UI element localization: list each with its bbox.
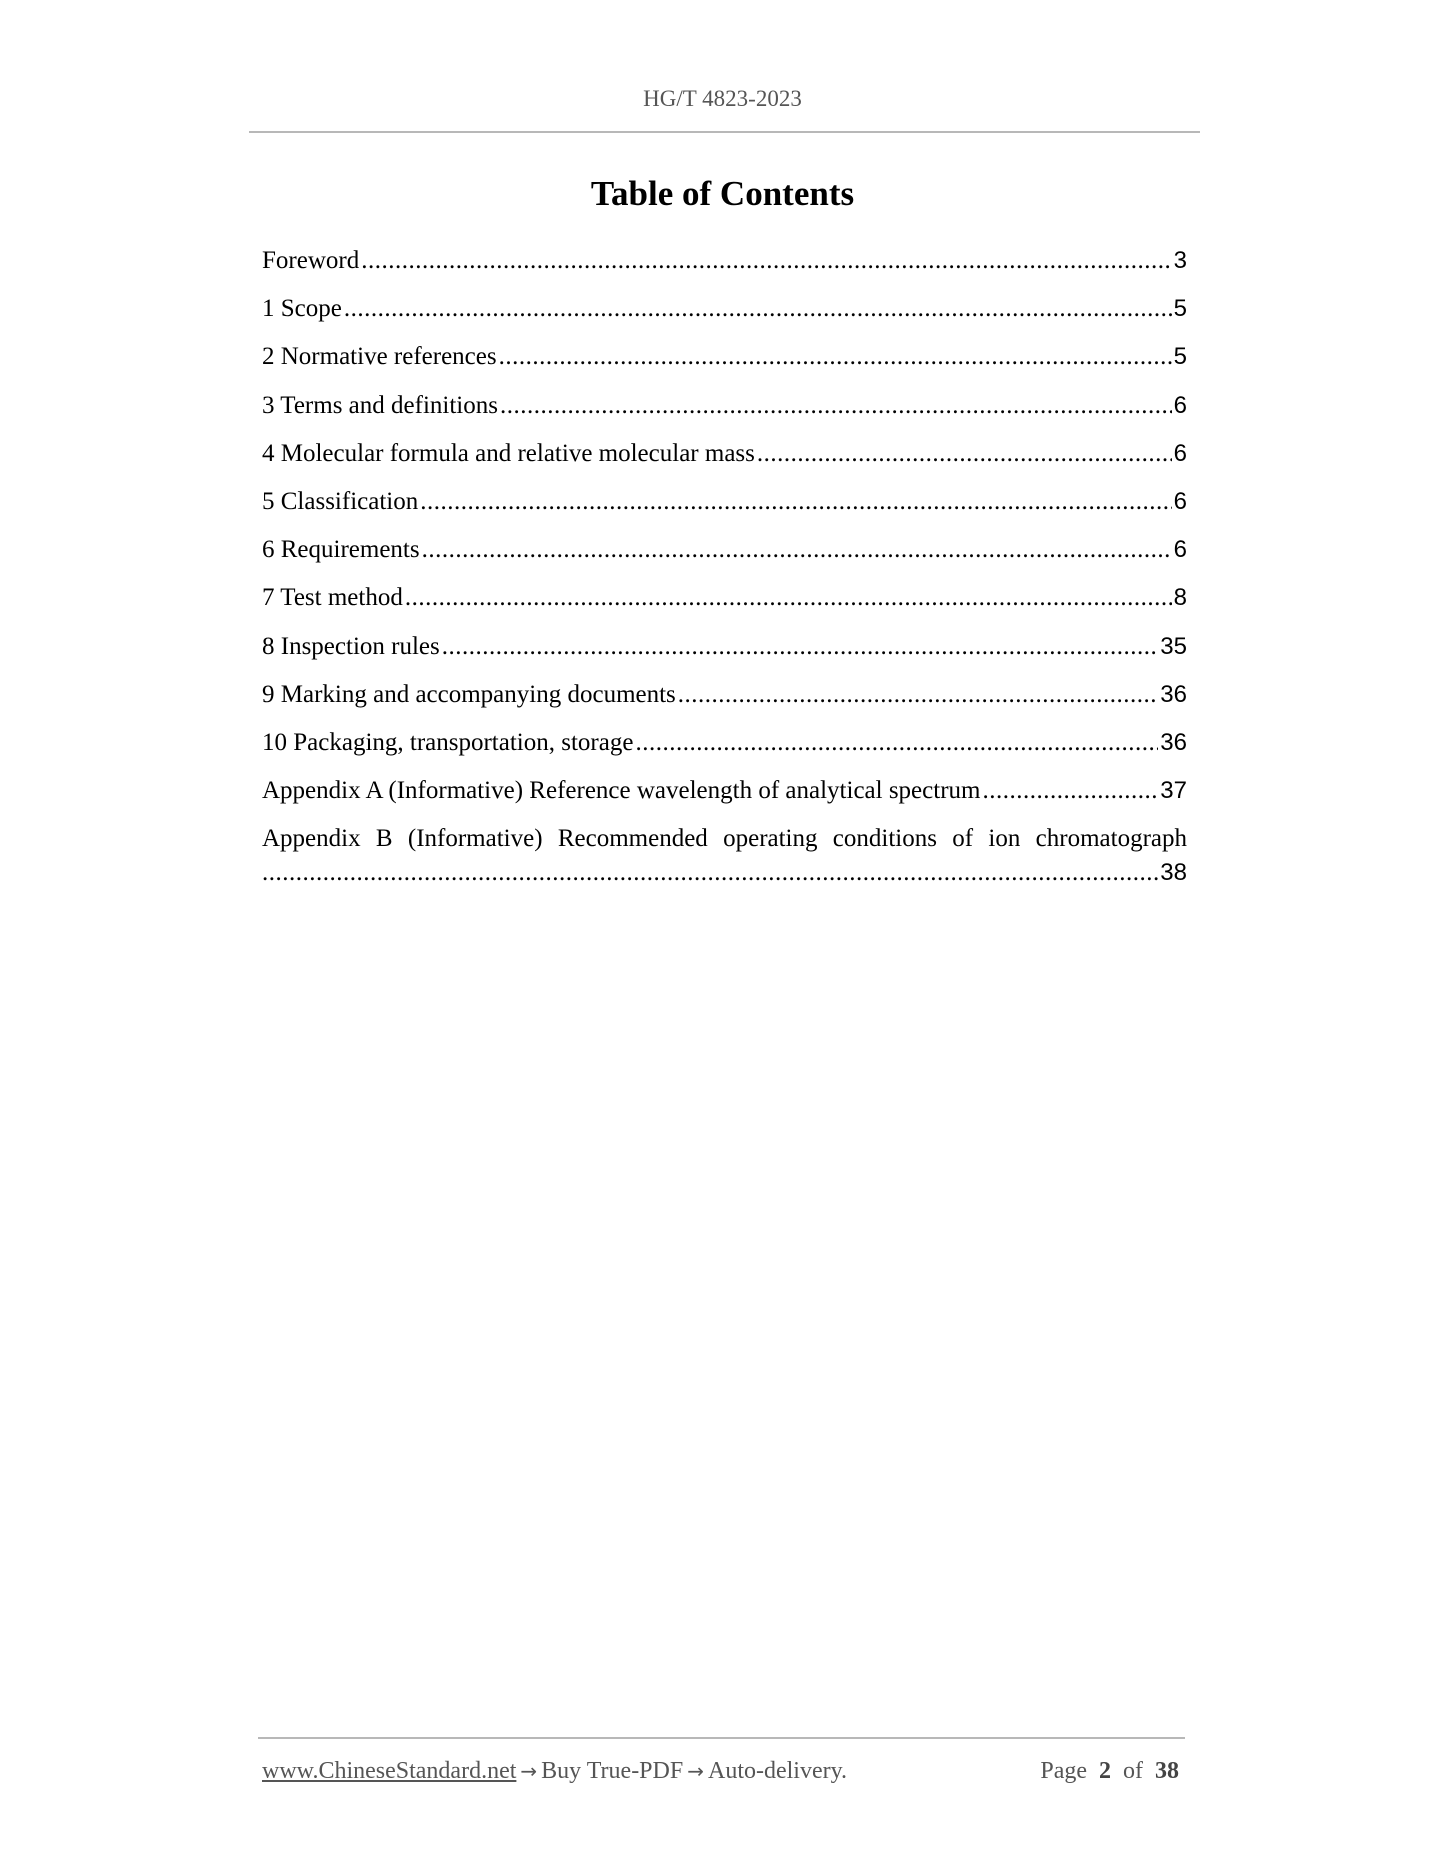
arrow-right-icon: → <box>520 1759 538 1783</box>
toc-entry-normative-references[interactable] <box>262 340 1187 388</box>
toc-entry-label: 1 Scope <box>262 295 342 323</box>
toc-entry-appendix-b[interactable] <box>262 822 1187 890</box>
toc-entry-terms-and-definitions[interactable] <box>262 389 1187 437</box>
current-page-number: 2 <box>1099 1758 1111 1784</box>
toc-entry-label: Appendix A (Informative) Reference wavelength of analytical spectrum <box>262 777 981 805</box>
buy-text: Buy True-PDF <box>541 1758 684 1784</box>
toc-dot-leader <box>678 678 1159 712</box>
header-divider <box>249 131 1200 133</box>
toc-page-number: 38 <box>1160 859 1187 887</box>
toc-dot-leader <box>499 340 1172 374</box>
toc-dot-leader <box>420 485 1171 519</box>
toc-dot-leader <box>422 533 1172 567</box>
toc-entry-molecular-formula[interactable] <box>262 437 1187 485</box>
toc-entry-label: 4 Molecular formula and relative molecular mass <box>262 439 755 467</box>
page-label: Page <box>1040 1758 1087 1784</box>
footer-divider <box>258 1737 1185 1739</box>
toc-entry-label: 5 Classification <box>262 487 419 515</box>
toc-page-number: 3 <box>1173 247 1187 274</box>
document-header: HG/T 4823-2023 <box>643 86 802 111</box>
toc-entry-label: Foreword <box>262 247 360 274</box>
toc-page-number: 5 <box>1173 295 1187 323</box>
toc-page-number: 36 <box>1160 680 1187 708</box>
toc-dot-leader <box>405 581 1172 615</box>
toc-entry-classification[interactable] <box>262 485 1187 533</box>
toc-entry-foreword[interactable] <box>262 244 1187 292</box>
toc-entry-inspection-rules[interactable] <box>262 630 1187 678</box>
toc-dot-leader <box>982 774 1158 808</box>
toc-entry-scope[interactable] <box>262 292 1187 340</box>
toc-page-number: 37 <box>1160 777 1187 805</box>
toc-page-number: 6 <box>1173 391 1187 419</box>
toc-dot-leader <box>361 244 1171 278</box>
toc-dot-leader <box>500 389 1172 423</box>
toc-entry-label: 8 Inspection rules <box>262 632 440 660</box>
toc-dot-leader <box>635 726 1158 760</box>
toc-dot-leader <box>757 437 1172 471</box>
page-title: Table of Contents <box>590 174 855 213</box>
toc-entry-label: 7 Test method <box>262 584 403 612</box>
toc-entry-label: 6 Requirements <box>262 536 420 564</box>
toc-entry-appendix-a[interactable] <box>262 774 1187 822</box>
total-pages-number: 38 <box>1155 1758 1179 1784</box>
toc-page-number: 8 <box>1173 584 1187 612</box>
toc-list <box>262 244 1187 890</box>
toc-entry-packaging[interactable] <box>262 726 1187 774</box>
toc-page-number: 6 <box>1173 487 1187 515</box>
delivery-text: Auto-delivery. <box>707 1758 848 1784</box>
site-link[interactable]: www.ChineseStandard.net <box>262 1758 517 1784</box>
toc-entry-marking[interactable] <box>262 678 1187 726</box>
toc-entry-label: 2 Normative references <box>262 343 497 371</box>
toc-page-number: 6 <box>1173 439 1187 467</box>
toc-dot-leader <box>442 630 1159 664</box>
page-indicator <box>1040 1755 1179 1787</box>
of-label: of <box>1123 1758 1143 1784</box>
toc-entry-label: Appendix B (Informative) Recommended operating conditions of ion chromatograph <box>262 825 1187 853</box>
footer-promo <box>262 1755 847 1787</box>
toc-page-number: 6 <box>1173 536 1187 564</box>
toc-page-number: 5 <box>1173 343 1187 371</box>
toc-entry-label: 9 Marking and accompanying documents <box>262 680 676 708</box>
toc-entry-label: 3 Terms and definitions <box>262 391 498 419</box>
toc-page-number: 35 <box>1160 632 1187 660</box>
toc-dot-leader <box>262 856 1158 890</box>
toc-entry-label: 10 Packaging, transportation, storage <box>262 728 634 756</box>
toc-dot-leader <box>344 292 1172 326</box>
toc-page-number: 36 <box>1160 728 1187 756</box>
arrow-right-icon: → <box>687 1759 704 1783</box>
toc-entry-requirements[interactable] <box>262 533 1187 581</box>
toc-entry-test-method[interactable] <box>262 581 1187 629</box>
